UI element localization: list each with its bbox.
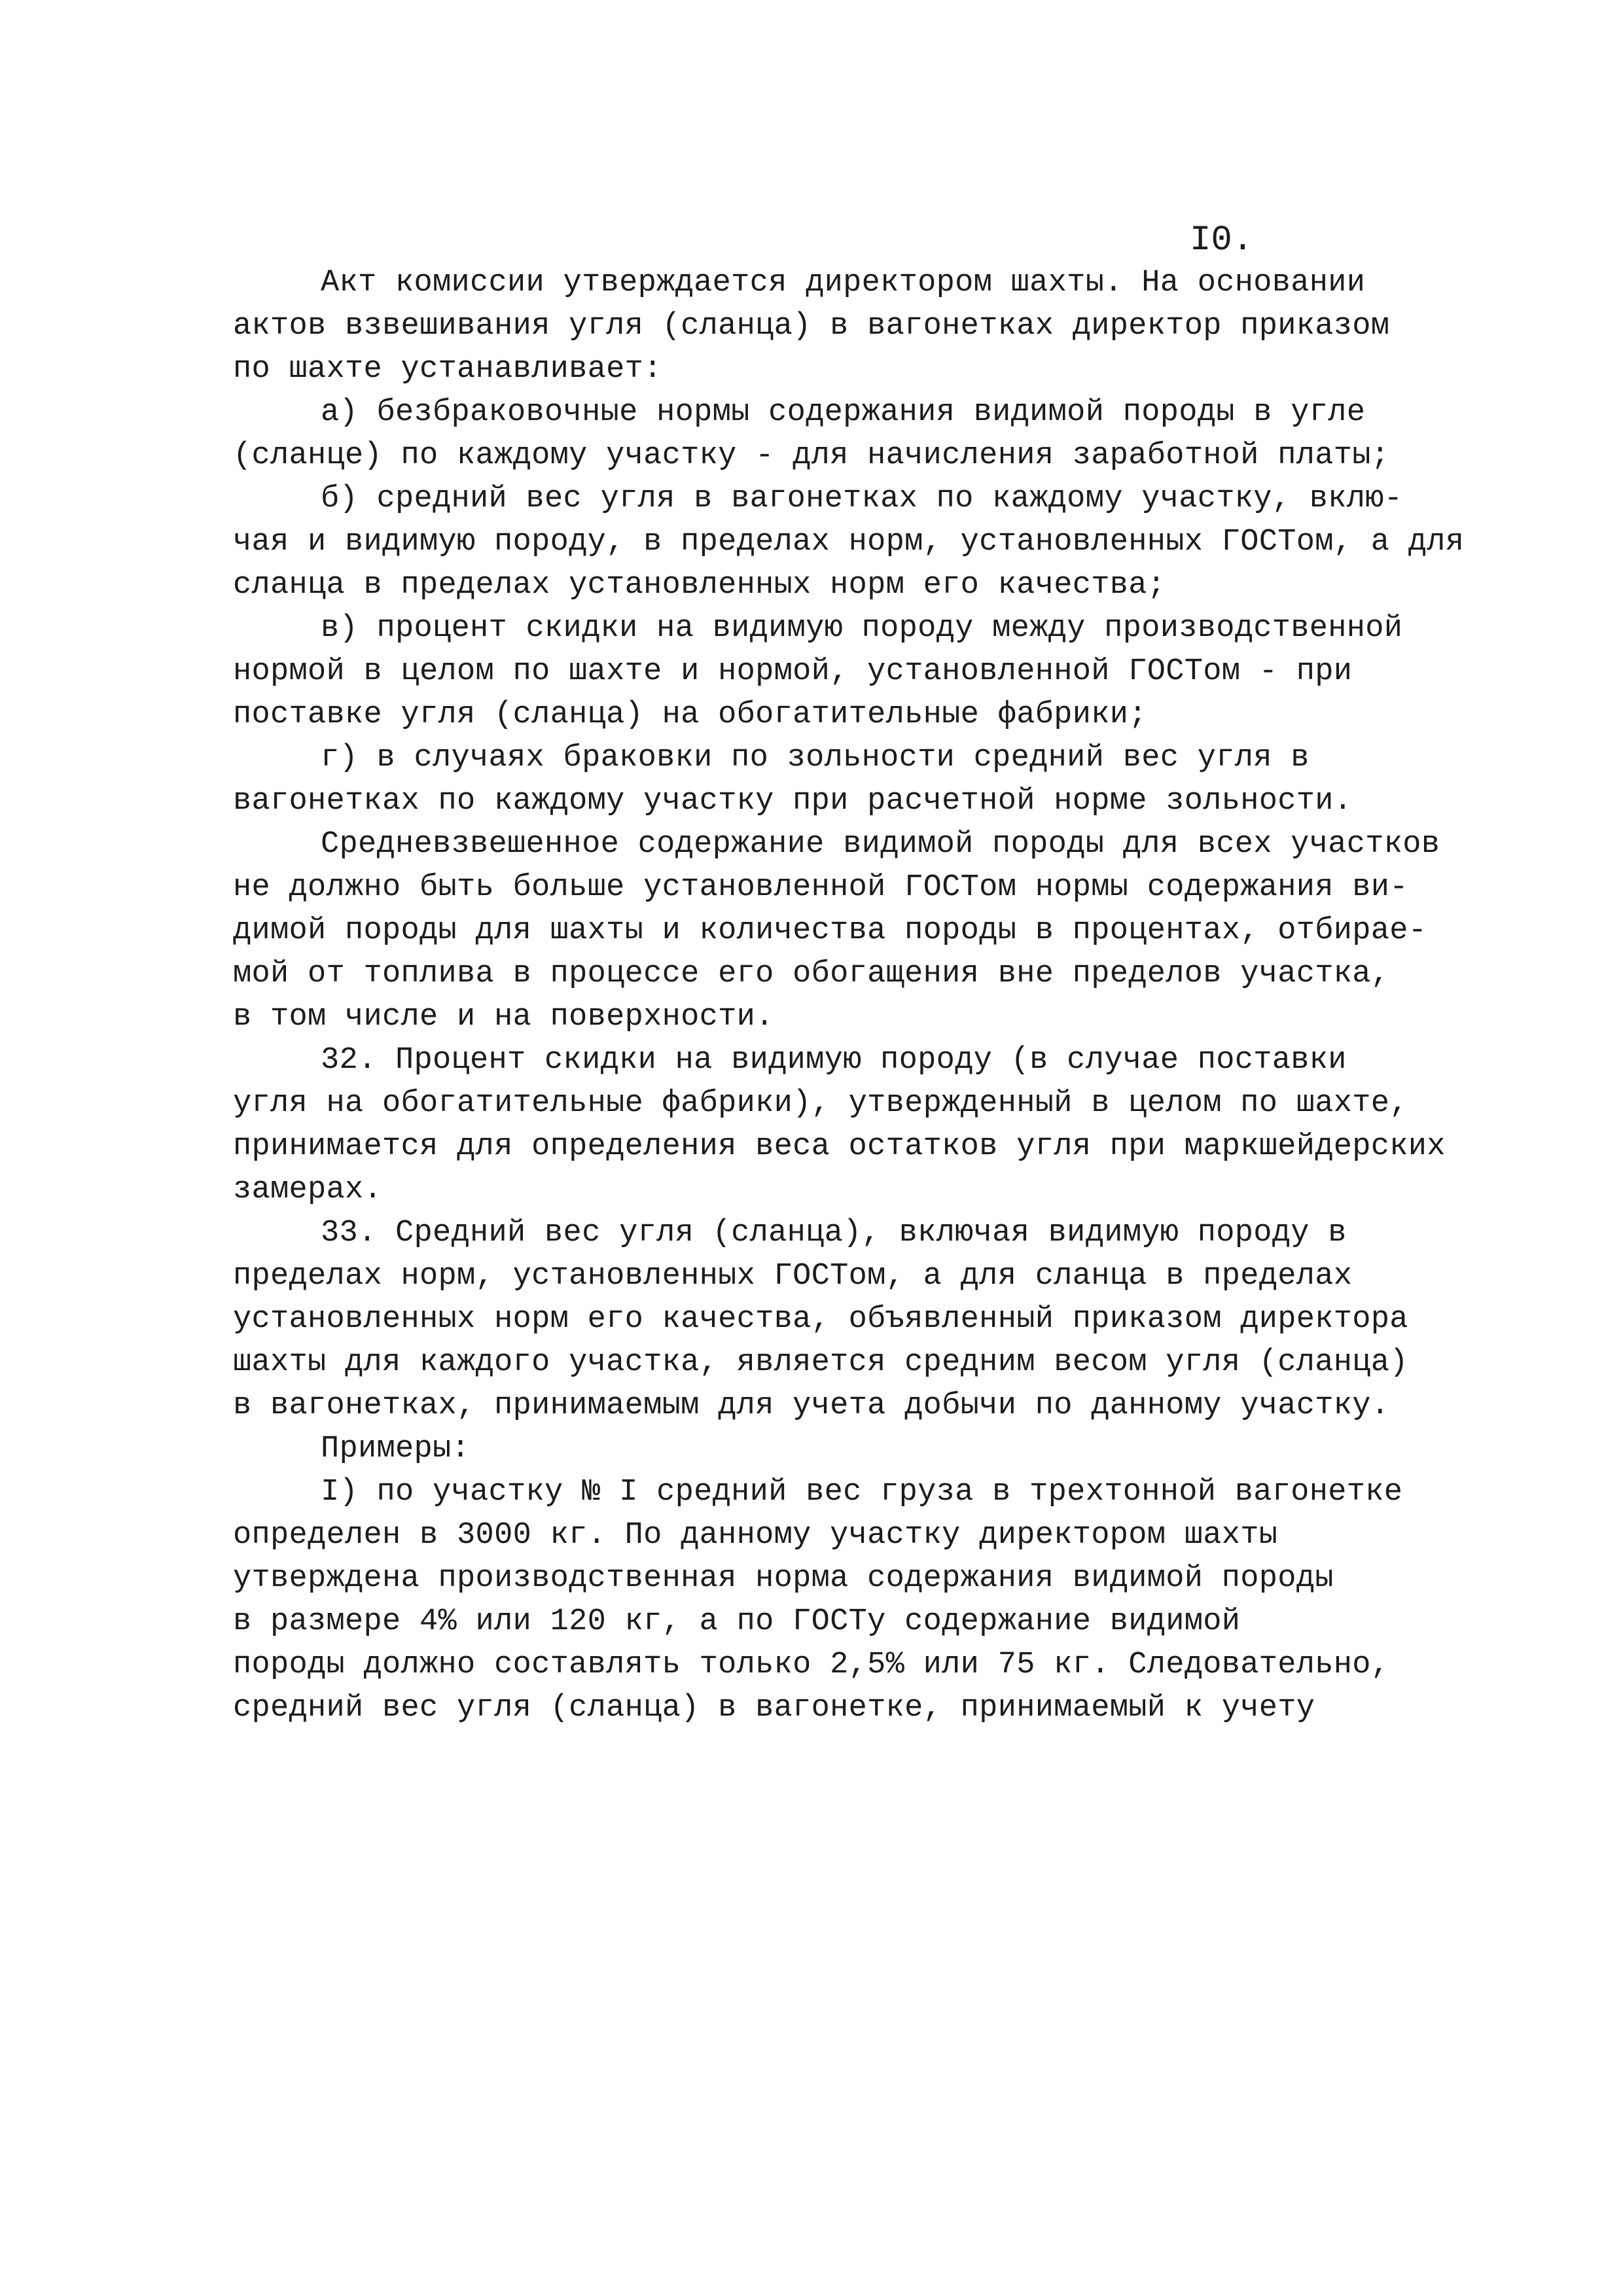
- text-line: Примеры:: [321, 1432, 471, 1466]
- text-line: сланца в пределах установленных норм его качества;: [233, 568, 1166, 603]
- text-line: димой породы для шахты и количества породы в процентах, отбирае-: [233, 913, 1427, 948]
- text-line: (сланце) по каждому участку - для начисления заработной платы;: [233, 438, 1390, 473]
- page-number: I0.: [1190, 221, 1254, 260]
- text-line: утверждена производственная норма содержания видимой породы: [233, 1561, 1334, 1596]
- text-line: установленных норм его качества, объявленный приказом директора: [233, 1302, 1408, 1337]
- text-line: б) средний вес угля в вагонетках по каждому участку, вклю-: [321, 482, 1403, 516]
- text-line: I) по участку № I средний вес груза в трехтонной вагонетке: [321, 1475, 1403, 1510]
- text-line: замерах.: [233, 1173, 383, 1207]
- text-line: шахты для каждого участка, является средним весом угля (сланца): [233, 1345, 1408, 1380]
- text-line: в вагонетках, принимаемым для учета добычи по данному участку.: [233, 1388, 1390, 1423]
- text-line: породы должно составлять только 2,5% или 75 кг. Следовательно,: [233, 1648, 1390, 1682]
- text-line: поставке угля (сланца) на обогатительные фабрики;: [233, 698, 1147, 732]
- text-line: определен в 3000 кг. По данному участку директором шахты: [233, 1518, 1278, 1553]
- text-line: не должно быть больше установленной ГОСТом нормы содержания ви-: [233, 870, 1408, 905]
- text-line: в том числе и на поверхности.: [233, 1000, 774, 1034]
- text-line: нормой в целом по шахте и нормой, установленной ГОСТом - при: [233, 654, 1353, 689]
- text-line: средний вес угля (сланца) в вагонетке, принимаемый к учету: [233, 1691, 1315, 1725]
- text-line: мой от топлива в процессе его обогащения вне пределов участка,: [233, 957, 1390, 991]
- text-line: г) в случаях браковки по зольности средний вес угля в: [321, 741, 1310, 775]
- text-line: принимается для определения веса остатков угля при маркшейдерских: [233, 1129, 1446, 1164]
- text-line: вагонетках по каждому участку при расчетной норме зольности.: [233, 784, 1353, 819]
- text-line: а) безбраковочные нормы содержания видимой породы в угле: [321, 395, 1366, 430]
- text-line: актов взвешивания угля (сланца) в вагонетках директор приказом: [233, 309, 1390, 344]
- text-line: чая и видимую породу, в пределах норм, установленных ГОСТом, а для: [233, 525, 1465, 559]
- text-line: угля на обогатительные фабрики), утвержденный в целом по шахте,: [233, 1086, 1408, 1121]
- text-line: в) процент скидки на видимую породу между производственной: [321, 611, 1403, 646]
- text-line: пределах норм, установленных ГОСТом, а для сланца в пределах: [233, 1259, 1353, 1294]
- text-line: 33. Средний вес угля (сланца), включая видимую породу в: [321, 1216, 1347, 1250]
- text-line: Средневзвешенное содержание видимой породы для всех участков: [321, 827, 1440, 862]
- text-line: по шахте устанавливает:: [233, 352, 662, 387]
- text-line: 32. Процент скидки на видимую породу (в случае поставки: [321, 1043, 1347, 1078]
- text-line: в размере 4% или 120 кг, а по ГОСТу содержание видимой: [233, 1604, 1241, 1639]
- text-line: Акт комиссии утверждается директором шахты. На основании: [321, 266, 1366, 300]
